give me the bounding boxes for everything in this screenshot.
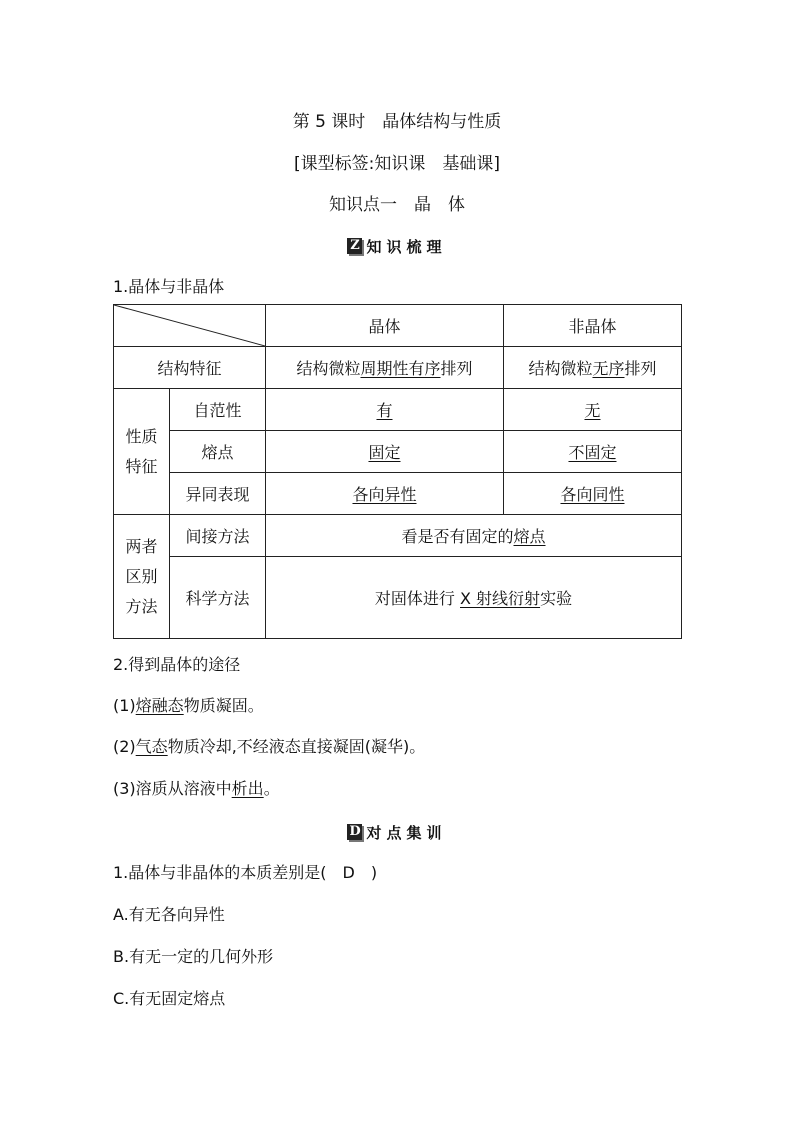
underlined-answer: 周期性有序 xyxy=(360,359,441,378)
text-part: 结构微粒 xyxy=(528,359,593,378)
underlined-answer: 熔融态 xyxy=(135,696,184,715)
underlined-answer: 各向异性 xyxy=(352,485,417,504)
structure-crystal xyxy=(266,347,504,389)
text-part: 。 xyxy=(263,779,280,798)
structure-amorphous xyxy=(504,347,682,389)
question-stem: 1.晶体与非晶体的本质差别是( D ) xyxy=(113,863,378,882)
text-part: 对固体进行 xyxy=(374,589,460,608)
text-part: 结构微粒 xyxy=(296,359,361,378)
table-header-row xyxy=(114,305,682,347)
table-row xyxy=(114,473,682,515)
indirect-label: 间接方法 xyxy=(170,515,266,557)
lesson-tag: [课型标签:知识课 基础课] xyxy=(294,154,500,174)
underlined-answer: 不固定 xyxy=(568,443,617,462)
structure-label: 结构特征 xyxy=(114,347,266,389)
underlined-answer: 析出 xyxy=(231,779,264,798)
table-row xyxy=(114,515,682,557)
part1-heading: 1.晶体与非晶体 xyxy=(113,277,225,296)
self-shape-label: 自范性 xyxy=(170,389,266,431)
table-row xyxy=(114,431,682,473)
header-amorphous: 非晶体 xyxy=(504,305,682,347)
part2-heading: 2.得到晶体的途径 xyxy=(113,655,241,674)
self-shape-crystal xyxy=(266,389,504,431)
underlined-answer: 有 xyxy=(376,401,393,420)
method-group-label xyxy=(114,515,170,639)
list-item xyxy=(113,693,264,716)
text-part: 排列 xyxy=(624,359,657,378)
melting-label: 熔点 xyxy=(170,431,266,473)
scientific-text xyxy=(266,557,682,639)
anisotropy-crystal xyxy=(266,473,504,515)
property-group-label xyxy=(114,389,170,515)
list-item xyxy=(113,734,425,757)
underlined-answer: X 射线衍射 xyxy=(460,589,541,608)
diagonal-header-cell xyxy=(114,305,266,347)
header-crystal: 晶体 xyxy=(266,305,504,347)
practice-badge-label: 对点集训 xyxy=(366,823,447,842)
text-part: 物质冷却,不经液态直接凝固(凝华)。 xyxy=(167,737,426,756)
text-part: 看是否有固定的 xyxy=(401,527,514,546)
melting-crystal xyxy=(266,431,504,473)
text-part: 性质 xyxy=(125,426,158,446)
practice-badge xyxy=(0,820,794,843)
text-part: (1) xyxy=(113,696,136,715)
section-title: 知识点一 晶 体 xyxy=(329,195,465,215)
underlined-answer: 气态 xyxy=(135,737,168,756)
z-letter-icon: Z xyxy=(347,238,362,254)
scientific-label: 科学方法 xyxy=(170,557,266,639)
underlined-answer: 无 xyxy=(584,401,601,420)
text-part: 方法 xyxy=(125,596,158,616)
table-row xyxy=(114,557,682,639)
list-item xyxy=(113,776,280,799)
crystal-comparison-table xyxy=(113,304,682,639)
text-part: 两者 xyxy=(125,536,158,556)
diagonal-line xyxy=(114,305,265,346)
text-part: 排列 xyxy=(440,359,473,378)
melting-amorphous xyxy=(504,431,682,473)
text-part: 特征 xyxy=(125,456,158,476)
text-part: (2) xyxy=(113,737,136,756)
text-part: 物质凝固。 xyxy=(183,696,264,715)
option-a: A.有无各向异性 xyxy=(113,905,225,924)
text-part: (3)溶质从溶液中 xyxy=(113,779,232,798)
text-part: 区别 xyxy=(125,566,158,586)
table-row xyxy=(114,347,682,389)
underlined-answer: 无序 xyxy=(592,359,625,378)
review-badge xyxy=(0,234,794,257)
underlined-answer: 固定 xyxy=(368,443,401,462)
lesson-title: 第 5 课时 晶体结构与性质 xyxy=(292,112,502,132)
review-badge-label: 知识梳理 xyxy=(366,237,447,256)
d-letter-icon: D xyxy=(349,824,361,839)
table-row xyxy=(114,389,682,431)
anisotropy-amorphous xyxy=(504,473,682,515)
anisotropy-label: 异同表现 xyxy=(170,473,266,515)
indirect-text xyxy=(266,515,682,557)
option-c: C.有无固定熔点 xyxy=(113,989,226,1008)
underlined-answer: 熔点 xyxy=(513,527,546,546)
text-part: 实验 xyxy=(540,589,573,608)
option-b: B.有无一定的几何外形 xyxy=(113,947,274,966)
self-shape-amorphous xyxy=(504,389,682,431)
underlined-answer: 各向同性 xyxy=(560,485,625,504)
